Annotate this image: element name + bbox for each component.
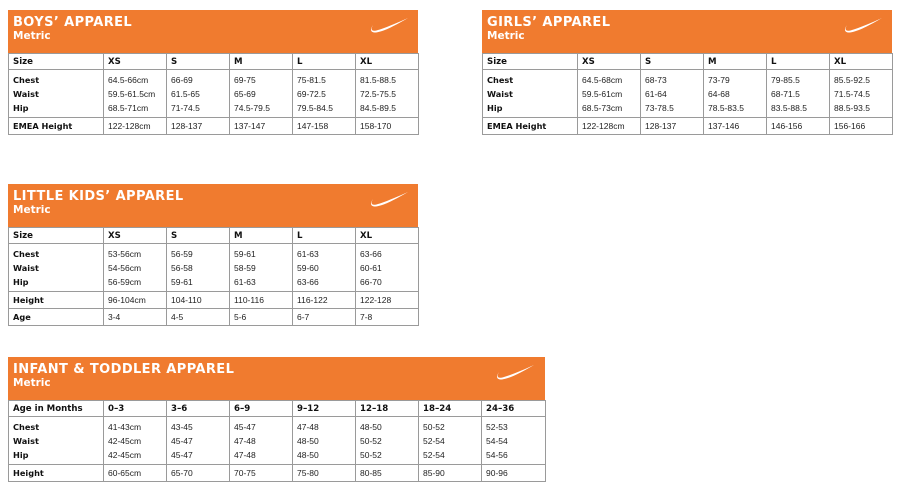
table-cell: 45-47 bbox=[171, 449, 193, 460]
chart-title: INFANT & TODDLER APPAREL bbox=[13, 362, 235, 377]
table-row bbox=[9, 417, 546, 465]
table-row bbox=[483, 118, 893, 135]
table-row bbox=[9, 70, 419, 118]
boys-apparel-banner bbox=[8, 10, 418, 53]
table-cell: 47-48 bbox=[234, 435, 256, 446]
table-row bbox=[483, 70, 893, 118]
size-table bbox=[8, 400, 546, 482]
table-cell: 61.5-65 bbox=[171, 88, 200, 99]
table-row bbox=[9, 292, 419, 309]
table-cell: 3-4 bbox=[104, 309, 167, 326]
table-cell: 50-52 bbox=[360, 449, 382, 460]
table-cell: 64.5-66cm bbox=[108, 74, 149, 85]
row-label: Waist bbox=[13, 88, 39, 99]
table-cell: 68.5-73cm bbox=[582, 102, 623, 113]
table-cell: 64-68 bbox=[708, 88, 730, 99]
table-cell: 71-74.5 bbox=[171, 102, 200, 113]
table-cell: 84.5-89.5 bbox=[360, 102, 396, 113]
table-cell: 56-59 bbox=[171, 248, 193, 259]
table-cell: 42-45cm bbox=[108, 435, 142, 446]
header-cell: M bbox=[230, 228, 293, 244]
header-cell: XS bbox=[578, 54, 641, 70]
header-cell: 12–18 bbox=[356, 401, 419, 417]
table-cell: 90-96 bbox=[482, 465, 546, 482]
table-cell: 52-53 bbox=[486, 421, 508, 432]
table-cell: 59-61 bbox=[234, 248, 256, 259]
table-cell: 56-58 bbox=[171, 262, 193, 273]
table-cell: 122-128cm bbox=[104, 118, 167, 135]
table-cell: 68.5-71cm bbox=[108, 102, 149, 113]
table-cell: 63-66 bbox=[360, 248, 382, 259]
table-cell: 60-61 bbox=[360, 262, 382, 273]
table-cell: 68-71.5 bbox=[771, 88, 800, 99]
table-row bbox=[9, 118, 419, 135]
table-cell: 56-59cm bbox=[108, 276, 142, 287]
table-cell: 65-70 bbox=[167, 465, 230, 482]
header-cell: 3–6 bbox=[167, 401, 230, 417]
size-table bbox=[8, 227, 419, 326]
header-cell: S bbox=[167, 54, 230, 70]
size-table bbox=[482, 53, 893, 135]
table-row bbox=[9, 309, 419, 326]
row-label: Hip bbox=[487, 102, 503, 113]
table-cell: 146-156 bbox=[767, 118, 830, 135]
swoosh-icon bbox=[369, 190, 409, 208]
table-row bbox=[9, 465, 546, 482]
chart-subtitle: Metric bbox=[487, 30, 525, 42]
table-cell: 53-56cm bbox=[108, 248, 142, 259]
row-label: Height bbox=[9, 292, 104, 309]
table-cell: 59.5-61cm bbox=[582, 88, 623, 99]
table-cell: 64.5-68cm bbox=[582, 74, 623, 85]
table-cell: 137-147 bbox=[230, 118, 293, 135]
chart-title: LITTLE KIDS’ APPAREL bbox=[13, 189, 184, 204]
table-cell: 47-48 bbox=[297, 421, 319, 432]
row-label: Chest bbox=[13, 74, 40, 85]
table-cell: 66-69 bbox=[171, 74, 193, 85]
table-cell: 72.5-75.5 bbox=[360, 88, 396, 99]
infant-toddler-apparel-chart bbox=[8, 357, 545, 482]
table-cell: 116-122 bbox=[293, 292, 356, 309]
table-cell: 83.5-88.5 bbox=[771, 102, 807, 113]
table-cell: 66-70 bbox=[360, 276, 382, 287]
infant-toddler-apparel-banner bbox=[8, 357, 545, 400]
table-cell: 58-59 bbox=[234, 262, 256, 273]
table-cell: 96-104cm bbox=[104, 292, 167, 309]
table-cell: 158-170 bbox=[356, 118, 419, 135]
table-cell: 59-60 bbox=[297, 262, 319, 273]
row-label: EMEA Height bbox=[483, 118, 578, 135]
table-cell: 71.5-74.5 bbox=[834, 88, 870, 99]
header-cell: L bbox=[293, 54, 356, 70]
table-cell: 79.5-84.5 bbox=[297, 102, 333, 113]
row-label: Waist bbox=[13, 435, 39, 446]
header-cell: S bbox=[167, 228, 230, 244]
table-cell: 45-47 bbox=[234, 421, 256, 432]
table-cell: 59.5-61.5cm bbox=[108, 88, 156, 99]
table-cell: 122-128 bbox=[356, 292, 419, 309]
table-cell: 88.5-93.5 bbox=[834, 102, 870, 113]
row-label: Hip bbox=[13, 102, 29, 113]
chart-subtitle: Metric bbox=[13, 30, 51, 42]
swoosh-icon bbox=[495, 363, 535, 381]
table-cell: 70-75 bbox=[230, 465, 293, 482]
header-cell: Age in Months bbox=[9, 401, 104, 417]
header-cell: Size bbox=[483, 54, 578, 70]
table-cell: 75-81.5 bbox=[297, 74, 326, 85]
header-cell: 6–9 bbox=[230, 401, 293, 417]
table-cell: 65-69 bbox=[234, 88, 256, 99]
table-cell: 128-137 bbox=[641, 118, 704, 135]
table-cell: 59-61 bbox=[171, 276, 193, 287]
header-cell: L bbox=[293, 228, 356, 244]
row-label: Hip bbox=[13, 276, 29, 287]
header-cell: M bbox=[230, 54, 293, 70]
header-cell: M bbox=[704, 54, 767, 70]
row-label: EMEA Height bbox=[9, 118, 104, 135]
table-cell: 63-66 bbox=[297, 276, 319, 287]
table-cell: 52-54 bbox=[423, 449, 445, 460]
table-cell: 54-54 bbox=[486, 435, 508, 446]
table-cell: 68-73 bbox=[645, 74, 667, 85]
table-cell: 50-52 bbox=[423, 421, 445, 432]
size-table bbox=[8, 53, 419, 135]
chart-subtitle: Metric bbox=[13, 204, 51, 216]
table-cell: 61-64 bbox=[645, 88, 667, 99]
table-cell: 4-5 bbox=[167, 309, 230, 326]
table-cell: 61-63 bbox=[234, 276, 256, 287]
table-cell: 60-65cm bbox=[104, 465, 167, 482]
table-cell: 45-47 bbox=[171, 435, 193, 446]
table-cell: 81.5-88.5 bbox=[360, 74, 396, 85]
table-cell: 74.5-79.5 bbox=[234, 102, 270, 113]
table-cell: 122-128cm bbox=[578, 118, 641, 135]
row-label: Chest bbox=[13, 421, 40, 432]
header-cell: 24–36 bbox=[482, 401, 546, 417]
row-label: Waist bbox=[13, 262, 39, 273]
header-cell: Size bbox=[9, 54, 104, 70]
little-kids-apparel-banner bbox=[8, 184, 418, 227]
table-cell: 47-48 bbox=[234, 449, 256, 460]
table-cell: 5-6 bbox=[230, 309, 293, 326]
header-cell: XL bbox=[830, 54, 893, 70]
table-row bbox=[9, 244, 419, 292]
table-cell: 147-158 bbox=[293, 118, 356, 135]
table-cell: 7-8 bbox=[356, 309, 419, 326]
header-cell: 18–24 bbox=[419, 401, 482, 417]
table-cell: 75-80 bbox=[293, 465, 356, 482]
table-cell: 41-43cm bbox=[108, 421, 142, 432]
table-cell: 6-7 bbox=[293, 309, 356, 326]
table-cell: 156-166 bbox=[830, 118, 893, 135]
header-cell: XS bbox=[104, 228, 167, 244]
header-cell: XL bbox=[356, 228, 419, 244]
row-label: Chest bbox=[487, 74, 514, 85]
table-cell: 52-54 bbox=[423, 435, 445, 446]
table-cell: 73-78.5 bbox=[645, 102, 674, 113]
table-cell: 73-79 bbox=[708, 74, 730, 85]
table-cell: 79-85.5 bbox=[771, 74, 800, 85]
header-cell: L bbox=[767, 54, 830, 70]
chart-title: GIRLS’ APPAREL bbox=[487, 15, 611, 30]
boys-apparel-chart bbox=[8, 10, 418, 135]
table-cell: 128-137 bbox=[167, 118, 230, 135]
table-cell: 69-72.5 bbox=[297, 88, 326, 99]
table-cell: 78.5-83.5 bbox=[708, 102, 744, 113]
table-cell: 85.5-92.5 bbox=[834, 74, 870, 85]
table-cell: 42-45cm bbox=[108, 449, 142, 460]
swoosh-icon bbox=[369, 16, 409, 34]
header-cell: 0–3 bbox=[104, 401, 167, 417]
table-cell: 85-90 bbox=[419, 465, 482, 482]
row-label: Waist bbox=[487, 88, 513, 99]
girls-apparel-chart bbox=[482, 10, 892, 135]
swoosh-icon bbox=[843, 16, 883, 34]
row-label: Hip bbox=[13, 449, 29, 460]
table-cell: 110-116 bbox=[230, 292, 293, 309]
table-cell: 54-56 bbox=[486, 449, 508, 460]
table-cell: 54-56cm bbox=[108, 262, 142, 273]
table-cell: 61-63 bbox=[297, 248, 319, 259]
chart-title: BOYS’ APPAREL bbox=[13, 15, 133, 30]
row-label: Height bbox=[9, 465, 104, 482]
row-label: Chest bbox=[13, 248, 40, 259]
table-cell: 50-52 bbox=[360, 435, 382, 446]
row-label: Age bbox=[9, 309, 104, 326]
header-cell: XS bbox=[104, 54, 167, 70]
table-cell: 48-50 bbox=[360, 421, 382, 432]
little-kids-apparel-chart bbox=[8, 184, 418, 326]
header-cell: Size bbox=[9, 228, 104, 244]
header-cell: 9–12 bbox=[293, 401, 356, 417]
table-cell: 104-110 bbox=[167, 292, 230, 309]
girls-apparel-banner bbox=[482, 10, 892, 53]
table-cell: 48-50 bbox=[297, 449, 319, 460]
table-cell: 43-45 bbox=[171, 421, 193, 432]
table-cell: 48-50 bbox=[297, 435, 319, 446]
table-cell: 137-146 bbox=[704, 118, 767, 135]
header-cell: XL bbox=[356, 54, 419, 70]
header-cell: S bbox=[641, 54, 704, 70]
table-cell: 69-75 bbox=[234, 74, 256, 85]
table-cell: 80-85 bbox=[356, 465, 419, 482]
chart-subtitle: Metric bbox=[13, 377, 51, 389]
